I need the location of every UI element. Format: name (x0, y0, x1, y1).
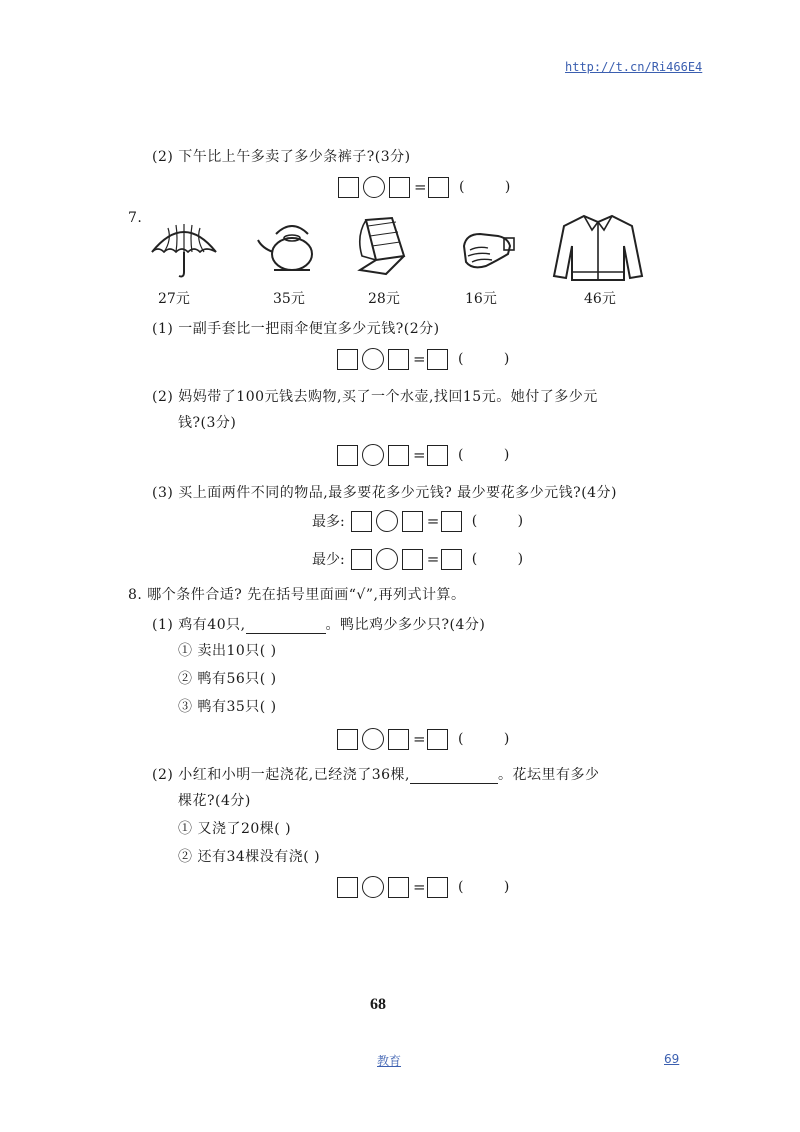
q7-part2-question-line1: (2) 妈妈带了100元钱去购物,买了一个水壶,找回15元。她付了多少元 (152, 389, 598, 405)
fill-blank[interactable] (410, 769, 498, 784)
unit-paren[interactable]: ( ) (471, 551, 542, 567)
min-label: 最少: (312, 552, 345, 568)
q8-part1-text-b: 。鸭比鸡少多少只?(4分) (325, 617, 486, 633)
q8-part2-question-line1 (152, 764, 600, 784)
header-url-link[interactable]: http://t.cn/Ri466E4 (565, 60, 703, 74)
equals-sign: = (413, 878, 426, 896)
q7-part2-question-line2: 钱?(3分) (178, 415, 237, 431)
max-label: 最多: (312, 514, 345, 530)
gloves-icon (458, 226, 518, 274)
q6-part2-equation (338, 174, 528, 200)
q7-part3-question: (3) 买上面两件不同的物品,最多要花多少元钱? 最少要花多少元钱?(4分) (152, 485, 618, 501)
equals-sign: = (413, 350, 426, 368)
operator-circle[interactable] (376, 510, 398, 532)
q7-part3-min-equation (312, 546, 541, 572)
answer-box[interactable] (402, 511, 423, 532)
q7-part1-question: (1) 一副手套比一把雨伞便宜多少元钱?(2分) (152, 321, 440, 337)
q8-part1-option-1[interactable]: ① 卖出10只( ) (178, 643, 277, 659)
q8-part1-option-2[interactable]: ② 鸭有56只( ) (178, 671, 277, 687)
q7-part3-max-equation (312, 508, 541, 534)
answer-box[interactable] (337, 349, 358, 370)
page-number: 68 (370, 996, 386, 1013)
q8-title: 8. 哪个条件合适? 先在括号里面画“√”,再列式计算。 (128, 587, 466, 603)
operator-circle[interactable] (362, 876, 384, 898)
price-gloves: 16元 (465, 291, 497, 307)
answer-box[interactable] (441, 549, 462, 570)
equals-sign: = (426, 512, 440, 530)
answer-box[interactable] (427, 729, 448, 750)
answer-box[interactable] (388, 877, 409, 898)
operator-circle[interactable] (362, 728, 384, 750)
umbrella-icon (148, 218, 220, 280)
towel-icon (352, 216, 412, 278)
jacket-icon (552, 210, 644, 284)
q7-part2-equation (337, 442, 527, 468)
q8-part1-option-3[interactable]: ③ 鸭有35只( ) (178, 699, 277, 715)
answer-box[interactable] (388, 349, 409, 370)
q8-part2-equation (337, 874, 527, 900)
equals-sign: = (414, 178, 427, 196)
q8-part1-equation (337, 726, 527, 752)
answer-box[interactable] (389, 177, 410, 198)
q8-part2-option-1[interactable]: ① 又浇了20棵( ) (178, 821, 292, 837)
answer-box[interactable] (428, 177, 449, 198)
price-umbrella: 27元 (158, 291, 190, 307)
answer-box[interactable] (427, 445, 448, 466)
unit-paren[interactable]: ( ) (458, 879, 528, 895)
answer-box[interactable] (337, 445, 358, 466)
equals-sign: = (426, 550, 440, 568)
unit-paren[interactable]: ( ) (459, 179, 529, 195)
answer-box[interactable] (427, 349, 448, 370)
equals-sign: = (413, 730, 426, 748)
q8-part1-text-a: (1) 鸡有40只, (152, 617, 246, 633)
q7-part1-equation (337, 346, 527, 372)
equals-sign: = (413, 446, 426, 464)
q8-part2-question-line2: 棵花?(4分) (178, 793, 251, 809)
operator-circle[interactable] (362, 348, 384, 370)
operator-circle[interactable] (362, 444, 384, 466)
unit-paren[interactable]: ( ) (458, 731, 528, 747)
unit-paren[interactable]: ( ) (458, 447, 528, 463)
footer-link[interactable]: 教育 (377, 1054, 402, 1068)
price-kettle: 35元 (273, 291, 305, 307)
answer-box[interactable] (402, 549, 423, 570)
answer-box[interactable] (337, 729, 358, 750)
operator-circle[interactable] (376, 548, 398, 570)
answer-box[interactable] (427, 877, 448, 898)
answer-box[interactable] (351, 549, 372, 570)
q7-number: 7. (128, 210, 143, 226)
q6-part2-question: (2) 下午比上午多卖了多少条裤子?(3分) (152, 149, 411, 165)
price-towel: 28元 (368, 291, 400, 307)
q8-part2-text-a: (2) 小红和小明一起浇花,已经浇了36棵, (152, 767, 410, 783)
kettle-icon (256, 222, 322, 274)
q8-part1-question (152, 614, 485, 634)
operator-circle[interactable] (363, 176, 385, 198)
fill-blank[interactable] (246, 619, 326, 634)
q8-part2-option-2[interactable]: ② 还有34棵没有浇( ) (178, 849, 321, 865)
answer-box[interactable] (441, 511, 462, 532)
price-jacket: 46元 (584, 291, 616, 307)
footer-page-link[interactable]: 69 (664, 1052, 680, 1066)
unit-paren[interactable]: ( ) (471, 513, 542, 529)
answer-box[interactable] (337, 877, 358, 898)
answer-box[interactable] (388, 729, 409, 750)
q8-part2-text-b: 。花坛里有多少 (498, 767, 600, 783)
answer-box[interactable] (351, 511, 372, 532)
answer-box[interactable] (388, 445, 409, 466)
answer-box[interactable] (338, 177, 359, 198)
unit-paren[interactable]: ( ) (458, 351, 528, 367)
